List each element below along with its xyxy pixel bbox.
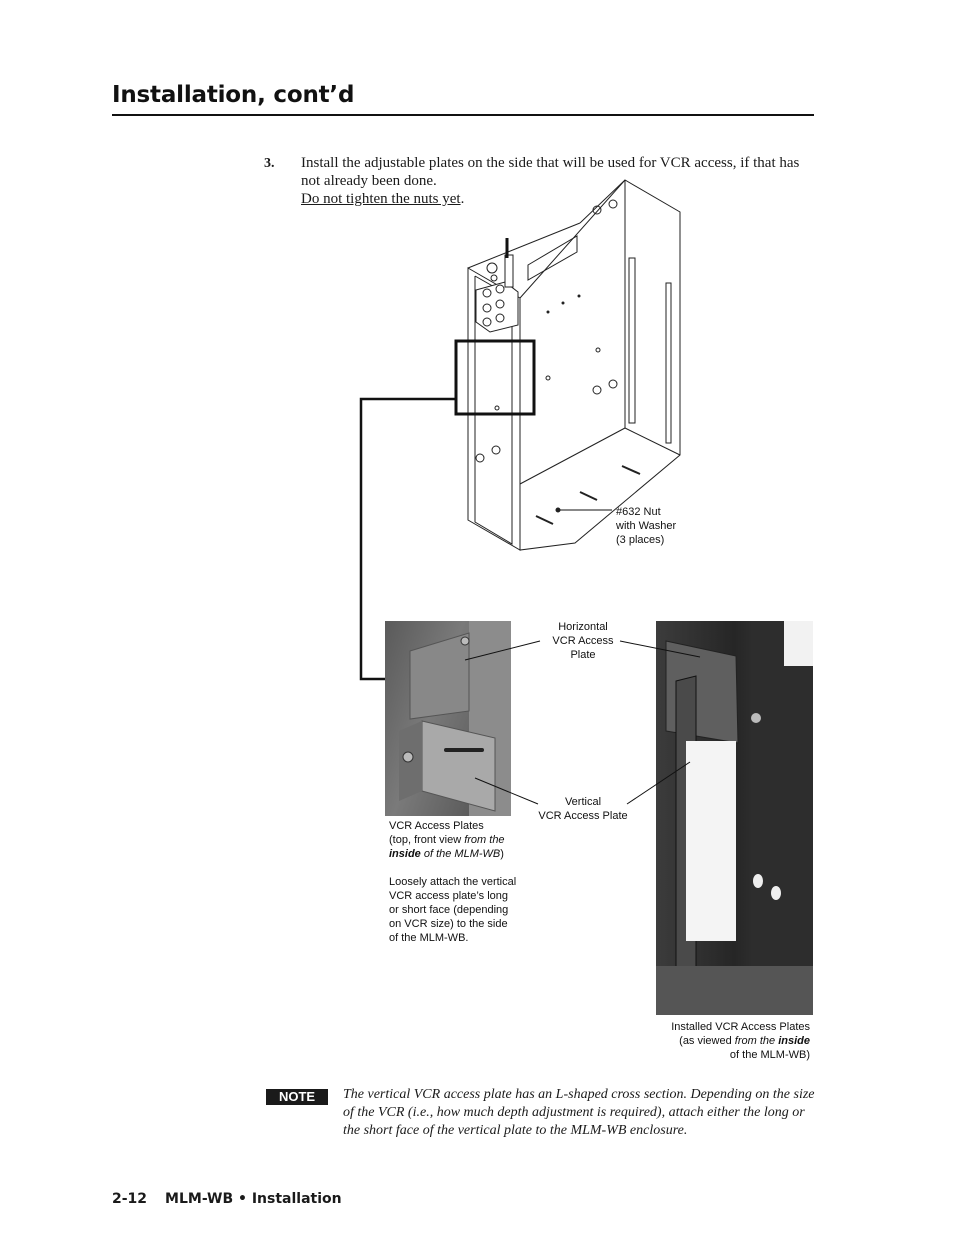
horizontal-plate-label: Horizontal VCR Access Plate xyxy=(552,621,614,661)
step-warning: Do not tighten the nuts yet xyxy=(301,191,461,207)
step-number: 3. xyxy=(264,156,275,171)
note-text: The vertical VCR access plate has an L-shaped cross section. Depending on the size of the VCR (i.e., how much depth adjustment is required), attach either the long or the short face of the vertical plate to the MLM-WB enclosure. xyxy=(343,1087,815,1138)
note-badge: NOTE xyxy=(266,1089,328,1105)
page-number: 2-12 xyxy=(112,1191,148,1207)
vertical-plate-label: Vertical VCR Access Plate xyxy=(538,796,628,822)
step-instruction: Install the adjustable plates on the side that will be used for VCR access, if that has not already been done. xyxy=(301,155,800,189)
left-photo-caption: VCR Access Plates (top, front view from the inside of the MLM-WB) Loosely attach the vertical VCR access plate’s long or short face (depending on VCR size) to the side of the MLM-WB. xyxy=(389,819,519,945)
left-caption-paragraph: Loosely attach the vertical VCR access plate’s long or short face (depending on VCR size) to the side of the MLM-WB. xyxy=(389,876,517,944)
step-text: Install the adjustable plates on the side that will be used for VCR access, if that has not already been done. Do not tighten the nuts yet. xyxy=(301,155,800,207)
right-photo-caption: Installed VCR Access Plates (as viewed from the inside of the MLM-WB) xyxy=(671,1021,810,1061)
page-footer xyxy=(112,1191,342,1207)
nut-label: #632 Nut with Washer (3 places) xyxy=(616,506,677,546)
page-title: Installation, cont’d xyxy=(112,82,355,108)
footer-doc-title: MLM-WB • Installation xyxy=(165,1191,342,1207)
